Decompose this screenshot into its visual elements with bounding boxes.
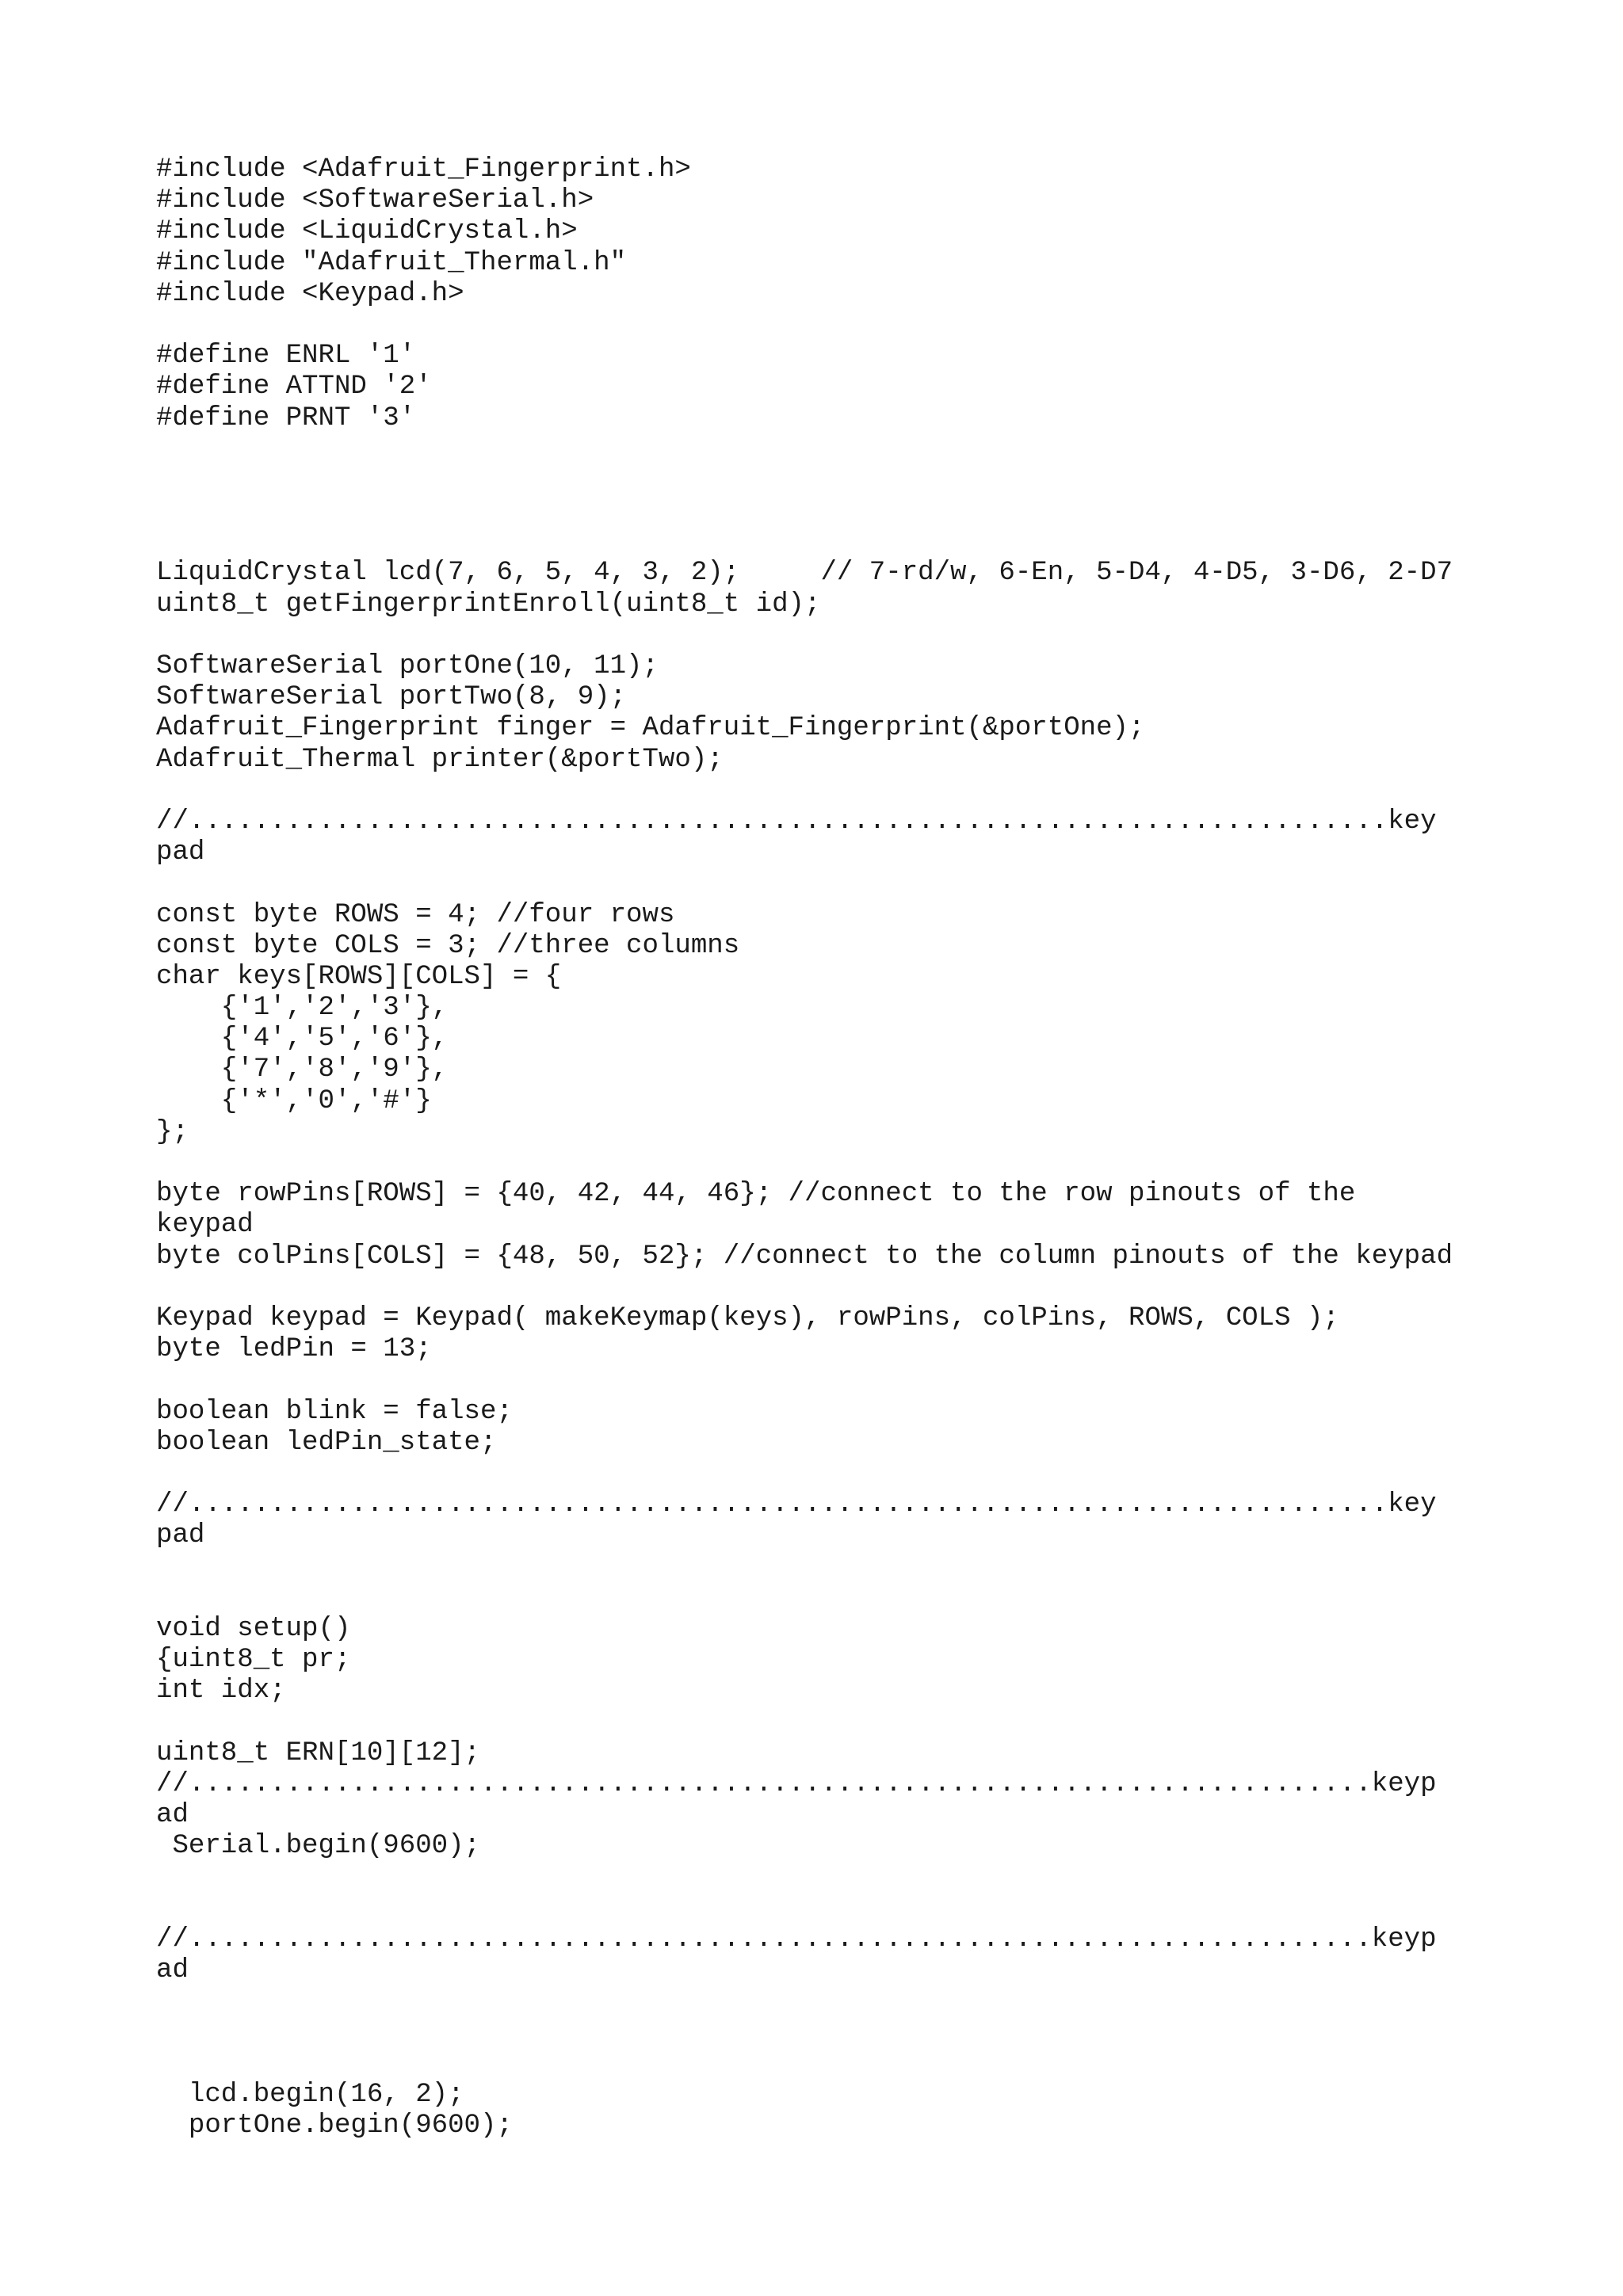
code-line — [156, 868, 1453, 899]
code-line — [156, 1707, 1453, 1737]
code-line: ad — [156, 1799, 189, 1830]
code-line: SoftwareSerial portOne(10, 11); — [156, 651, 659, 681]
code-line: #include <Keypad.h> — [156, 278, 464, 309]
code-line — [156, 1862, 1453, 1893]
code-line: #include <SoftwareSerial.h> — [156, 185, 594, 216]
code-line: //..........................................................................key — [156, 1489, 1437, 1520]
code-line: //.........................................................................keyp — [156, 1924, 1437, 1955]
code-line: const byte ROWS = 4; //four rows — [156, 899, 675, 930]
code-line — [156, 776, 1453, 807]
code-line — [156, 527, 1453, 558]
code-line — [156, 496, 1453, 527]
code-line: #define PRNT '3' — [156, 402, 416, 433]
code-line: ad — [156, 1955, 189, 1985]
code-line: Adafruit_Fingerprint finger = Adafruit_Fingerprint(&portOne); — [156, 713, 1145, 744]
code-line: Serial.begin(9600); — [156, 1831, 481, 1862]
code-line: portOne.begin(9600); — [156, 2110, 513, 2141]
code-line: byte rowPins[ROWS] = {40, 42, 44, 46}; //connect to the row pinouts of the — [156, 1179, 1356, 1210]
code-line — [156, 310, 1453, 341]
code-line: }; — [156, 1116, 189, 1147]
code-line: keypad — [156, 1210, 254, 1241]
code-line — [156, 1148, 1453, 1179]
code-line: byte colPins[COLS] = {48, 50, 52}; //connect to the column pinouts of the keypad — [156, 1241, 1453, 1272]
code-line: pad — [156, 837, 205, 868]
code-line: Adafruit_Thermal printer(&portTwo); — [156, 744, 724, 775]
code-line: {'*','0','#'} — [156, 1085, 432, 1116]
code-line: #include <LiquidCrystal.h> — [156, 216, 578, 247]
code-line — [156, 1894, 1453, 1924]
code-line — [156, 1986, 1453, 2017]
code-line: #include "Adafruit_Thermal.h" — [156, 247, 627, 278]
code-line — [156, 1272, 1453, 1303]
code-line: {'4','5','6'}, — [156, 1024, 449, 1055]
code-line — [156, 1551, 1453, 1582]
code-line: {'1','2','3'}, — [156, 993, 449, 1024]
code-line — [156, 465, 1453, 496]
code-line: #include <Adafruit_Fingerprint.h> — [156, 154, 691, 185]
code-line — [156, 1583, 1453, 1614]
code-line: const byte COLS = 3; //three columns — [156, 930, 740, 961]
code-line: char keys[ROWS][COLS] = { — [156, 961, 562, 992]
code-line: lcd.begin(16, 2); — [156, 2079, 464, 2110]
code-line: //..........................................................................key — [156, 806, 1437, 837]
code-line: byte ledPin = 13; — [156, 1334, 432, 1365]
code-line — [156, 1365, 1453, 1396]
code-line — [156, 2048, 1453, 2079]
code-line: {'7','8','9'}, — [156, 1055, 449, 1085]
code-line: #define ENRL '1' — [156, 341, 416, 372]
code-line — [156, 1459, 1453, 1489]
code-line: #define ATTND '2' — [156, 372, 432, 402]
code-listing — [156, 154, 1453, 2142]
code-line: //.........................................................................keyp — [156, 1768, 1437, 1799]
code-line: int idx; — [156, 1676, 286, 1707]
code-line: boolean ledPin_state; — [156, 1427, 497, 1458]
code-line — [156, 2017, 1453, 2048]
code-line: uint8_t ERN[10][12]; — [156, 1737, 481, 1768]
code-line: SoftwareSerial portTwo(8, 9); — [156, 682, 627, 713]
code-line: LiquidCrystal lcd(7, 6, 5, 4, 3, 2); // 7-rd/w, 6-En, 5-D4, 4-D5, 3-D6, 2-D7 — [156, 558, 1453, 589]
code-line: boolean blink = false; — [156, 1396, 513, 1427]
code-line: {uint8_t pr; — [156, 1645, 351, 1675]
code-line: Keypad keypad = Keypad( makeKeymap(keys), rowPins, colPins, ROWS, COLS ); — [156, 1302, 1339, 1333]
code-line — [156, 434, 1453, 465]
code-line — [156, 620, 1453, 651]
code-line: pad — [156, 1520, 205, 1551]
code-line: uint8_t getFingerprintEnroll(uint8_t id); — [156, 589, 821, 620]
code-line: void setup() — [156, 1613, 351, 1644]
